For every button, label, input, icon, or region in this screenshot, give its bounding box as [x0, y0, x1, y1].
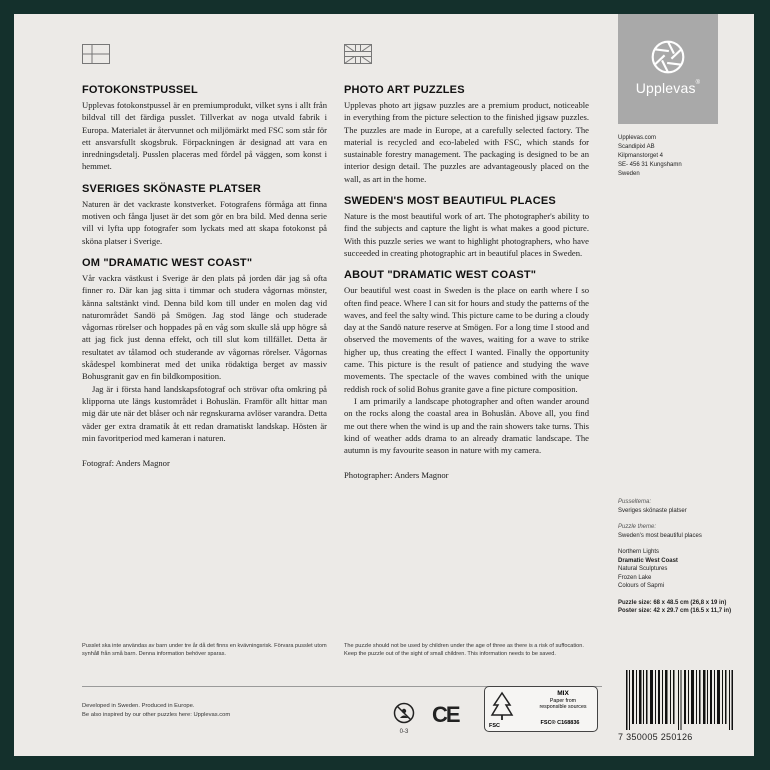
fsc-mix: MIX	[557, 690, 569, 697]
sv-paragraph: Upplevas fotokonstpussel är en premiumprodukt, vilket syns i allt från bildval till det färdiga pusslet. Tillverkat av noga utvald fabrik i Europa. Materialet är återvunnet och miljömärkt med FSC som står för ett ansvarsfullt skogsbruk. Förpackningen är designad att vara en inredningsdetalj. Pusslen placeras med fördel på väggen, som konst i hemmet.	[82, 100, 327, 172]
pusseltema-value: Sveriges skönaste platser	[618, 507, 687, 514]
poster-size: Poster size: 42 x 29.7 cm (16.5 x 11,7 in)	[618, 608, 732, 614]
warning-english: The puzzle should not be used by children under the age of three as there is a risk of suffocation. Keep the puzzle out of the sight of small children. This information needs to be saved.	[344, 643, 584, 657]
back-panel	[14, 14, 754, 756]
en-heading: SWEDEN'S MOST BEAUTIFUL PLACES	[344, 195, 556, 208]
brand-logo	[618, 14, 718, 124]
series-item: Northern Lights	[618, 549, 660, 555]
uk-flag-icon	[344, 44, 372, 64]
en-paragraph: Upplevas photo art jigsaw puzzles are a premium product, noticeable in everything from the picture selection to the finished jigsaw puzzles. The puzzles are made in Europe, at a carefully selected factory. The material is recycled and eco-labeled with FSC, which stands for sustainable forestry management. The packaging is designed to be an interior design detail. The puzzles are advantageously placed on the wall, as art in the home.	[344, 100, 589, 184]
barcode-number: 7 350005 250126	[618, 732, 693, 742]
sv-heading: SVERIGES SKÖNASTE PLATSER	[82, 182, 261, 195]
series-item: Colours of Sapmi	[618, 583, 665, 589]
fsc-code: FSC® C168836	[540, 720, 580, 726]
en-section-photo-art	[344, 84, 589, 185]
en-heading: ABOUT "DRAMATIC WEST COAST"	[344, 269, 537, 282]
english-column	[344, 44, 589, 492]
sv-section-about	[82, 257, 327, 469]
sv-paragraph: Naturen är det vackraste konstverket. Fotografens förmåga att finna motiven och fånga ljuset är det som gör en bra bild. Med denna serie vill vi lyfta upp fotografer som lyckats med att skapa fotokonst på sköna platser i Sverige.	[82, 198, 327, 246]
sv-heading: FOTOKONSTPUSSEL	[82, 84, 198, 96]
brand-name: Upplevas®	[635, 80, 701, 96]
barcode-icon	[618, 670, 742, 730]
pusseltema-label: Pusseltema:	[618, 499, 652, 505]
fsc-paper-text: Paper from responsible sources	[539, 698, 587, 711]
sv-photographer-credit: Fotograf: Anders Magnor	[82, 458, 170, 469]
developed-note: Developed in Sweden. Produced in Europe. Be also inspired by our other puzzles here: Upplevas.com	[82, 703, 231, 718]
en-section-places	[344, 195, 589, 259]
puzzle-size: Puzzle size: 68 x 48.5 cm (26,8 x 19 in)	[618, 599, 727, 606]
age-warning-symbol	[392, 702, 416, 735]
sv-paragraph: Vår vackra västkust i Sverige är den plats på jorden där jag så ofta finner ro. Där kan jag sitta i timmar och studera vågornas mönster, känna saltstänkt vind. Denna bild kom till under en molen dag vid naturområdet Sandö på Smögen. Jag stod länge och studerade vågornas rörelser och hoppades på en våg som skulle slå upp högre så att jag fick just denna effekt, och till slut kom tillfället. Detta är resultatet av tålamod och studerande av vågornas rörelser. Vågornas skådespel kombinerat med det unika rödaktiga berget av massiv Bohusgranit gav en fin bildkomposition.	[82, 272, 327, 382]
address-line: SE- 456 31 Kungshamn	[618, 162, 682, 168]
en-photographer-credit: Photographer: Anders Magnor	[344, 470, 449, 481]
info-sidebar	[618, 14, 754, 756]
sweden-flag-icon	[82, 44, 110, 64]
theme-label: Puzzle theme:	[618, 524, 657, 530]
series-item-current: Dramatic West Coast	[618, 557, 678, 564]
not-for-under-3-icon	[393, 702, 415, 724]
en-paragraph: Nature is the most beautiful work of art. The photographer's ability to find the subjects and capture the light is what makes a good picture. With this puzzle series we want to highlight photographers, who have succeeded in creating photographic art in beautiful places in Sweden.	[344, 211, 589, 258]
puzzle-meta	[618, 498, 748, 616]
fsc-label	[484, 686, 598, 732]
fsc-logo-text: FSC	[489, 723, 500, 729]
address-line: Kilpmanstorget 4	[618, 153, 664, 159]
sv-section-photo-art	[82, 84, 327, 173]
en-section-about	[344, 269, 589, 481]
sv-paragraph: Jag är i första hand landskapsfotograf och strövar ofta omkring på klipporna ute längs kustområdet i Bohuslän. Framför allt hittar man mig där ute när det blåser och när regnskurarna avlöser varandra. Detta väder ger extra dramatik åt ett redan dramatiskt landskap. Hösten är min favoritperiod med kameran i naturen.	[82, 383, 327, 443]
en-paragraph: I am primarily a landscape photographer and often wander around on the rocks along the coastal area in Bohuslän. Above all, you find me out there when the wind is up and the rain showers take turns. This kind of weather adds drama to an already dramatic landscape. The autumn is my favourite season in nature with my camera.	[344, 395, 589, 456]
swedish-column	[82, 44, 327, 479]
address-line: Sweden	[618, 171, 640, 177]
sv-section-places	[82, 183, 327, 247]
series-item: Frozen Lake	[618, 574, 652, 581]
address-line: Scandipixl AB	[618, 144, 655, 150]
company-address	[618, 134, 682, 179]
warning-swedish: Pusslet ska inte användas av barn under tre år då det finns en kvävningsrisk. Förvara pusslet utom synhåll från små barn. Denna information behöver sparas.	[82, 643, 327, 657]
aperture-icon	[651, 40, 685, 74]
series-item: Natural Sculptures	[618, 566, 668, 572]
fsc-tree-icon	[490, 691, 514, 725]
sv-heading: OM "DRAMATIC WEST COAST"	[82, 256, 253, 269]
en-heading: PHOTO ART PUZZLES	[344, 84, 465, 96]
en-paragraph: Our beautiful west coast in Sweden is the place on earth where I so often find peace. Where I can sit for hours and study the patterns of the waves, and feel the salty wind. This picture came to be during a cloudy day at the Sandö nature reserve at Smögen. For a long time I stood and observed the movements of the waves, waiting for a wave to strike higher up, thus creating the effect I wanted. Finally the opportunity came. This picture is the result of patience and studying the wave movements. The spectacle of the waves combined with the unique reddish rock of solid Bohus granite gave a fine picture composition.	[344, 285, 589, 394]
theme-value: Sweden's most beautiful places	[618, 532, 702, 539]
age-label: 0-3	[399, 729, 409, 735]
address-line: Upplevas.com	[618, 135, 657, 141]
ce-mark: CE	[432, 702, 459, 727]
